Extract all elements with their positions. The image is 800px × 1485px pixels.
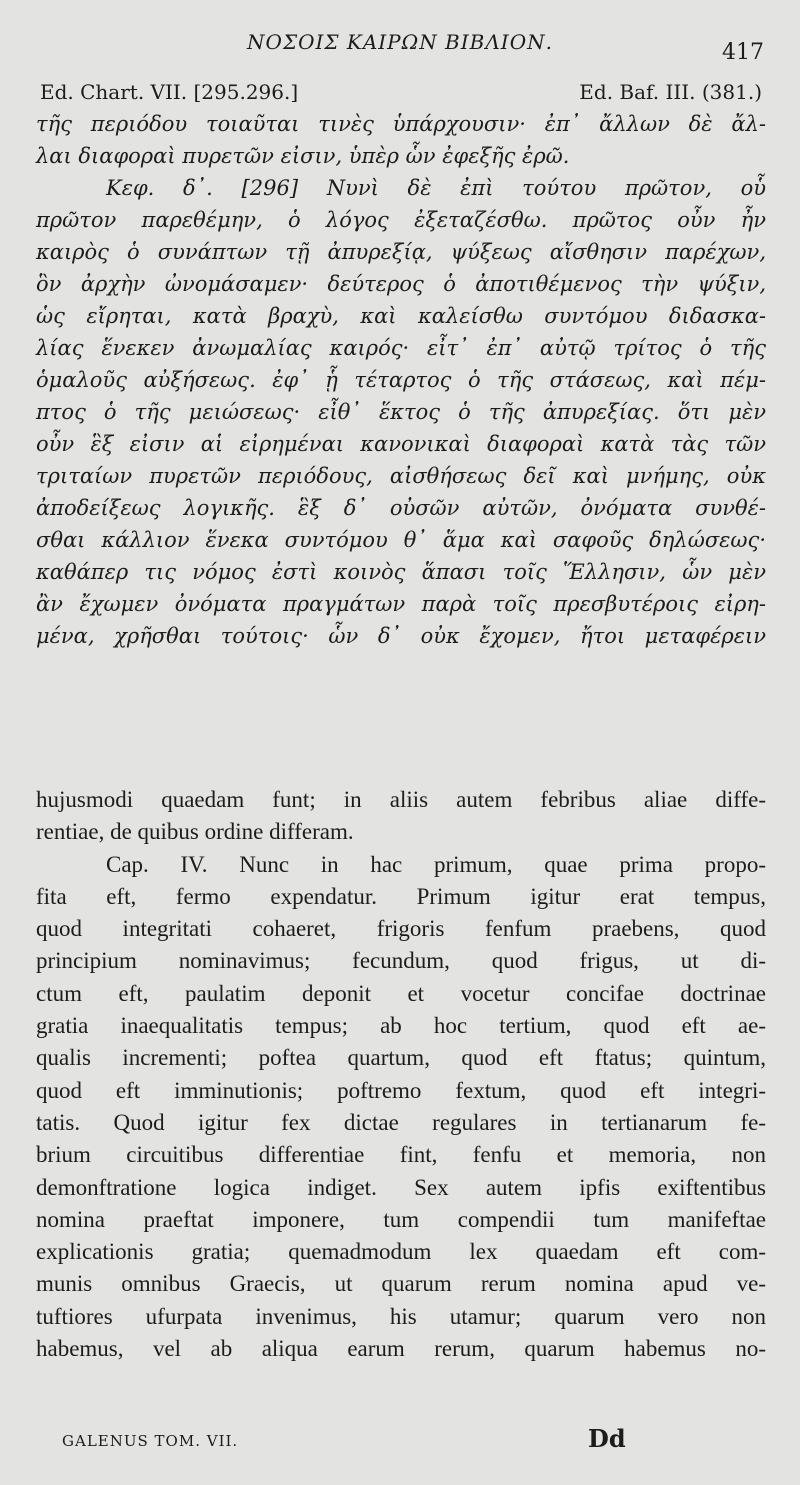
edition-ref-bas: Ed. Baf. III. (381.) <box>579 80 762 104</box>
latin-line: quod integritati cohaeret, frigoris fenfum praebens, quod <box>36 916 766 942</box>
greek-line: καθάπερ τις νόμος ἐστὶ κοινὸς ἅπασι τοῖς Ἕλλησιν, ὧν μὲν <box>36 560 766 584</box>
latin-line: explicationis gratia; quemadmodum lex quaedam eft com- <box>36 1239 766 1265</box>
latin-line: Cap. IV. Nunc in hac primum, quae prima propo- <box>106 851 766 877</box>
greek-line: πτος ὁ τῆς μειώσεως· εἶθ᾽ ἕκτος ὁ τῆς ἀπυρεξίας. ὅτι μὲν <box>36 400 766 424</box>
footer-gathering-mark: Dd <box>588 1424 626 1453</box>
greek-line: πρῶτον παρεθέμην, ὁ λόγος ἐξεταζέσθω. πρῶτος οὖν ἦν <box>36 208 766 232</box>
greek-line: ἂν ἔχωμεν ὀνόματα πραγμάτων παρὰ τοῖς πρεσβυτέροις εἰρη- <box>36 592 766 616</box>
latin-line: habemus, vel ab aliqua earum rerum, quarum habemus no- <box>36 1336 766 1362</box>
latin-line: tatis. Quod igitur fex dictae regulares in tertianarum fe- <box>36 1109 766 1135</box>
greek-line: Κεφ. δ᾽. [296] Νυνὶ δὲ ἐπὶ τούτου πρῶτον, οὗ <box>106 176 766 200</box>
latin-line: nomina praeftat imponere, tum compendii tum manifeftae <box>36 1206 766 1232</box>
footer-signature: GALENUS TOM. VII. <box>62 1432 239 1450</box>
latin-text-block <box>36 784 766 1365</box>
latin-line: hujusmodi quaedam funt; in aliis autem febribus aliae diffe- <box>36 787 766 812</box>
latin-line: fita eft, fermo expendatur. Primum igitur erat tempus, <box>36 883 766 909</box>
running-title: ΝΟΣΟΙΣ ΚΑΙΡΩΝ ΒΙΒΛΙΟΝ. <box>247 30 553 54</box>
greek-line: λαι διαφοραὶ πυρετῶν εἰσιν, ὑπὲρ ὧν ἐφεξῆς ἐρῶ. <box>36 144 570 168</box>
greek-line: σθαι κάλλιον ἕνεκα συντόμου θ᾽ ἅμα καὶ σαφοῦς δηλώσεως· <box>36 528 766 552</box>
greek-line: ἀποδείξεως λογικῆς. ἓξ δ᾽ οὐσῶν αὐτῶν, ὀνόματα συνθέ- <box>36 496 766 520</box>
greek-line: καιρὸς ὁ συνάπτων τῇ ἀπυρεξίᾳ, ψύξεως αἴσθησιν παρέχων, <box>36 240 766 264</box>
greek-line: τῆς περιόδου τοιαῦται τινὲς ὑπάρχουσιν· ἐπ᾽ ἄλλων δὲ ἄλ- <box>36 112 766 136</box>
page-number: 417 <box>722 40 764 65</box>
greek-line: τριταίων πυρετῶν περιόδους, αἰσθήσεως δεῖ καὶ μνήμης, οὐκ <box>36 464 766 488</box>
greek-line: ὁμαλοῦς αὐξήσεως. ἐφ᾽ ᾗ τέταρτος ὁ τῆς στάσεως, καὶ πέμ- <box>36 368 766 392</box>
latin-line: qualis incrementi; poftea quartum, quod eft ftatus; quintum, <box>36 1045 766 1071</box>
greek-line: μένα, χρῆσθαι τούτοις· ὧν δ᾽ οὐκ ἔχομεν, ἤτοι μεταφέρειν <box>36 624 766 648</box>
greek-line: λίας ἕνεκεν ἀνωμαλίας καιρός· εἶτ᾽ ἐπ᾽ αὐτῷ τρίτος ὁ τῆς <box>36 336 766 360</box>
latin-line: principium nominavimus; fecundum, quod frigus, ut di- <box>36 948 766 974</box>
edition-ref-chart: Ed. Chart. VII. [295.296.] <box>40 80 299 104</box>
latin-line: tuftiores ufurpata invenimus, his utamur; quarum vero non <box>36 1303 766 1329</box>
latin-line: brium circuitibus differentiae fint, fenfu et memoria, non <box>36 1142 766 1168</box>
greek-line: ὡς εἴρηται, κατὰ βραχὺ, καὶ καλείσθω συντόμου διδασκα- <box>36 304 766 328</box>
greek-line: ὃν ἀρχὴν ὠνομάσαμεν· δεύτερος ὁ ἀποτιθέμενος τὴν ψύξιν, <box>36 272 766 296</box>
latin-line: demonftratione logica indiget. Sex autem ipfis exiftentibus <box>36 1174 766 1200</box>
greek-text-block <box>36 108 766 652</box>
latin-line: quod eft imminutionis; poftremo fextum, quod eft integri- <box>36 1077 766 1103</box>
latin-line: rentiae, de quibus ordine differam. <box>36 819 354 845</box>
latin-line: munis omnibus Graecis, ut quarum rerum nomina apud ve- <box>36 1271 766 1297</box>
greek-line: οὖν ἓξ εἰσιν αἱ εἰρημέναι κανονικαὶ διαφοραὶ κατὰ τὰς τῶν <box>36 432 766 456</box>
latin-line: ctum eft, paulatim deponit et vocetur concifae doctrinae <box>36 980 766 1006</box>
latin-line: gratia inaequalitatis tempus; ab hoc tertium, quod eft ae- <box>36 1013 766 1039</box>
